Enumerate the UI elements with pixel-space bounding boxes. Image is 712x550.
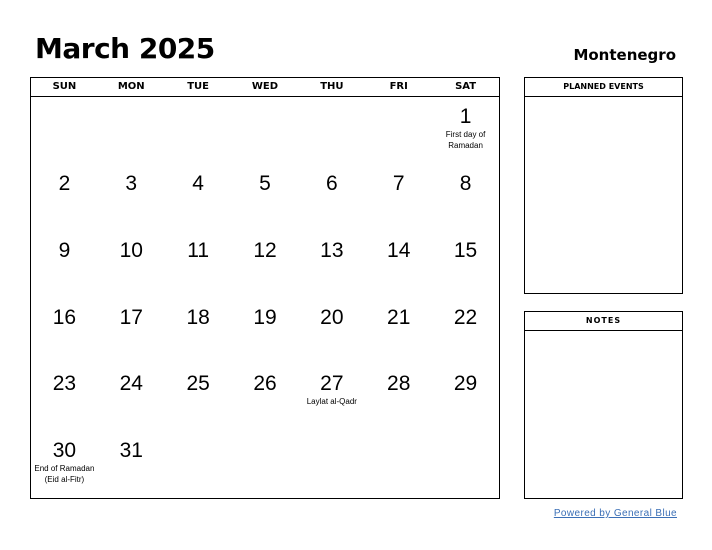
day-cell [432, 97, 499, 164]
weekday-label: TUE [187, 81, 210, 92]
day-cell [31, 231, 98, 298]
day-cell [432, 364, 499, 431]
weekday-label: THU [320, 81, 344, 92]
country-label: Montenegro [573, 46, 676, 64]
day-cell [165, 231, 232, 298]
day-cell [232, 431, 299, 498]
day-cell [165, 298, 232, 365]
day-cell [232, 364, 299, 431]
notes-title: NOTES [525, 312, 682, 331]
day-cell [232, 97, 299, 164]
day-cell [298, 97, 365, 164]
day-number: 17 [119, 305, 143, 329]
day-number: 11 [187, 238, 210, 262]
day-number: 29 [453, 372, 478, 396]
day-cell [31, 431, 98, 498]
day-cell [98, 364, 165, 431]
day-number: 3 [125, 171, 138, 195]
holiday-label: End of Ramadan (Eid al-Fitr) [34, 464, 95, 485]
day-cell [98, 298, 165, 365]
day-cell [298, 164, 365, 231]
day-cell [365, 97, 432, 164]
holiday-label: Laylat al-Qadr [306, 397, 357, 407]
powered-by-link[interactable]: Powered by General Blue [553, 508, 677, 519]
planned-events-panel [524, 77, 683, 294]
day-cell [31, 97, 98, 164]
day-number: 20 [320, 305, 344, 329]
day-cell [165, 97, 232, 164]
day-cell [365, 231, 432, 298]
day-cell [232, 164, 299, 231]
day-number: 24 [119, 372, 143, 396]
day-number: 9 [58, 238, 71, 262]
day-cell [31, 298, 98, 365]
day-cell [432, 164, 499, 231]
day-cell [98, 164, 165, 231]
weekday-label: SUN [52, 81, 77, 92]
day-number: 26 [253, 372, 277, 396]
day-cell [365, 298, 432, 365]
day-cell [432, 231, 499, 298]
day-cell [165, 431, 232, 498]
day-cell [98, 97, 165, 164]
weekday-label: WED [251, 81, 279, 92]
day-cell [298, 231, 365, 298]
day-number: 23 [52, 372, 77, 396]
weekday-label: SAT [455, 81, 477, 92]
day-cell [432, 431, 499, 498]
day-number: 6 [326, 171, 338, 195]
weekday-header [31, 78, 499, 97]
day-number: 18 [186, 305, 210, 329]
day-cell [165, 364, 232, 431]
day-cell [165, 164, 232, 231]
day-number: 13 [320, 238, 344, 262]
day-cell [432, 298, 499, 365]
day-number: 12 [253, 238, 277, 262]
holiday-label: First day of Ramadan [445, 130, 486, 150]
day-cell [298, 298, 365, 365]
day-cell [298, 364, 365, 431]
day-number: 1 [459, 105, 472, 128]
planned-events-title: PLANNED EVENTS [525, 78, 682, 97]
day-number: 21 [387, 305, 411, 329]
day-cell [365, 364, 432, 431]
day-number: 5 [259, 171, 271, 195]
calendar-days [31, 97, 499, 498]
day-cell [365, 431, 432, 498]
weekday-label: MON [117, 81, 145, 92]
weekday-label: FRI [389, 81, 408, 92]
day-number: 28 [387, 372, 411, 396]
notes-panel [524, 311, 683, 499]
day-number: 15 [453, 238, 478, 262]
day-cell [298, 431, 365, 498]
day-number: 2 [58, 171, 71, 195]
day-number: 8 [459, 171, 472, 195]
day-cell [365, 164, 432, 231]
day-cell [98, 231, 165, 298]
day-number: 4 [192, 171, 204, 195]
day-number: 30 [52, 439, 77, 463]
day-cell [232, 231, 299, 298]
day-number: 16 [52, 305, 77, 329]
day-cell [232, 298, 299, 365]
day-number: 10 [119, 238, 143, 262]
day-number: 31 [119, 439, 143, 463]
day-cell [98, 431, 165, 498]
day-cell [31, 164, 98, 231]
day-number: 22 [453, 305, 478, 329]
calendar-grid [30, 77, 500, 499]
day-cell [31, 364, 98, 431]
day-number: 19 [253, 305, 277, 329]
day-number: 25 [186, 372, 210, 396]
day-number: 27 [320, 372, 344, 396]
page-title: March 2025 [35, 32, 215, 65]
day-number: 14 [387, 238, 411, 262]
day-number: 7 [392, 171, 405, 195]
